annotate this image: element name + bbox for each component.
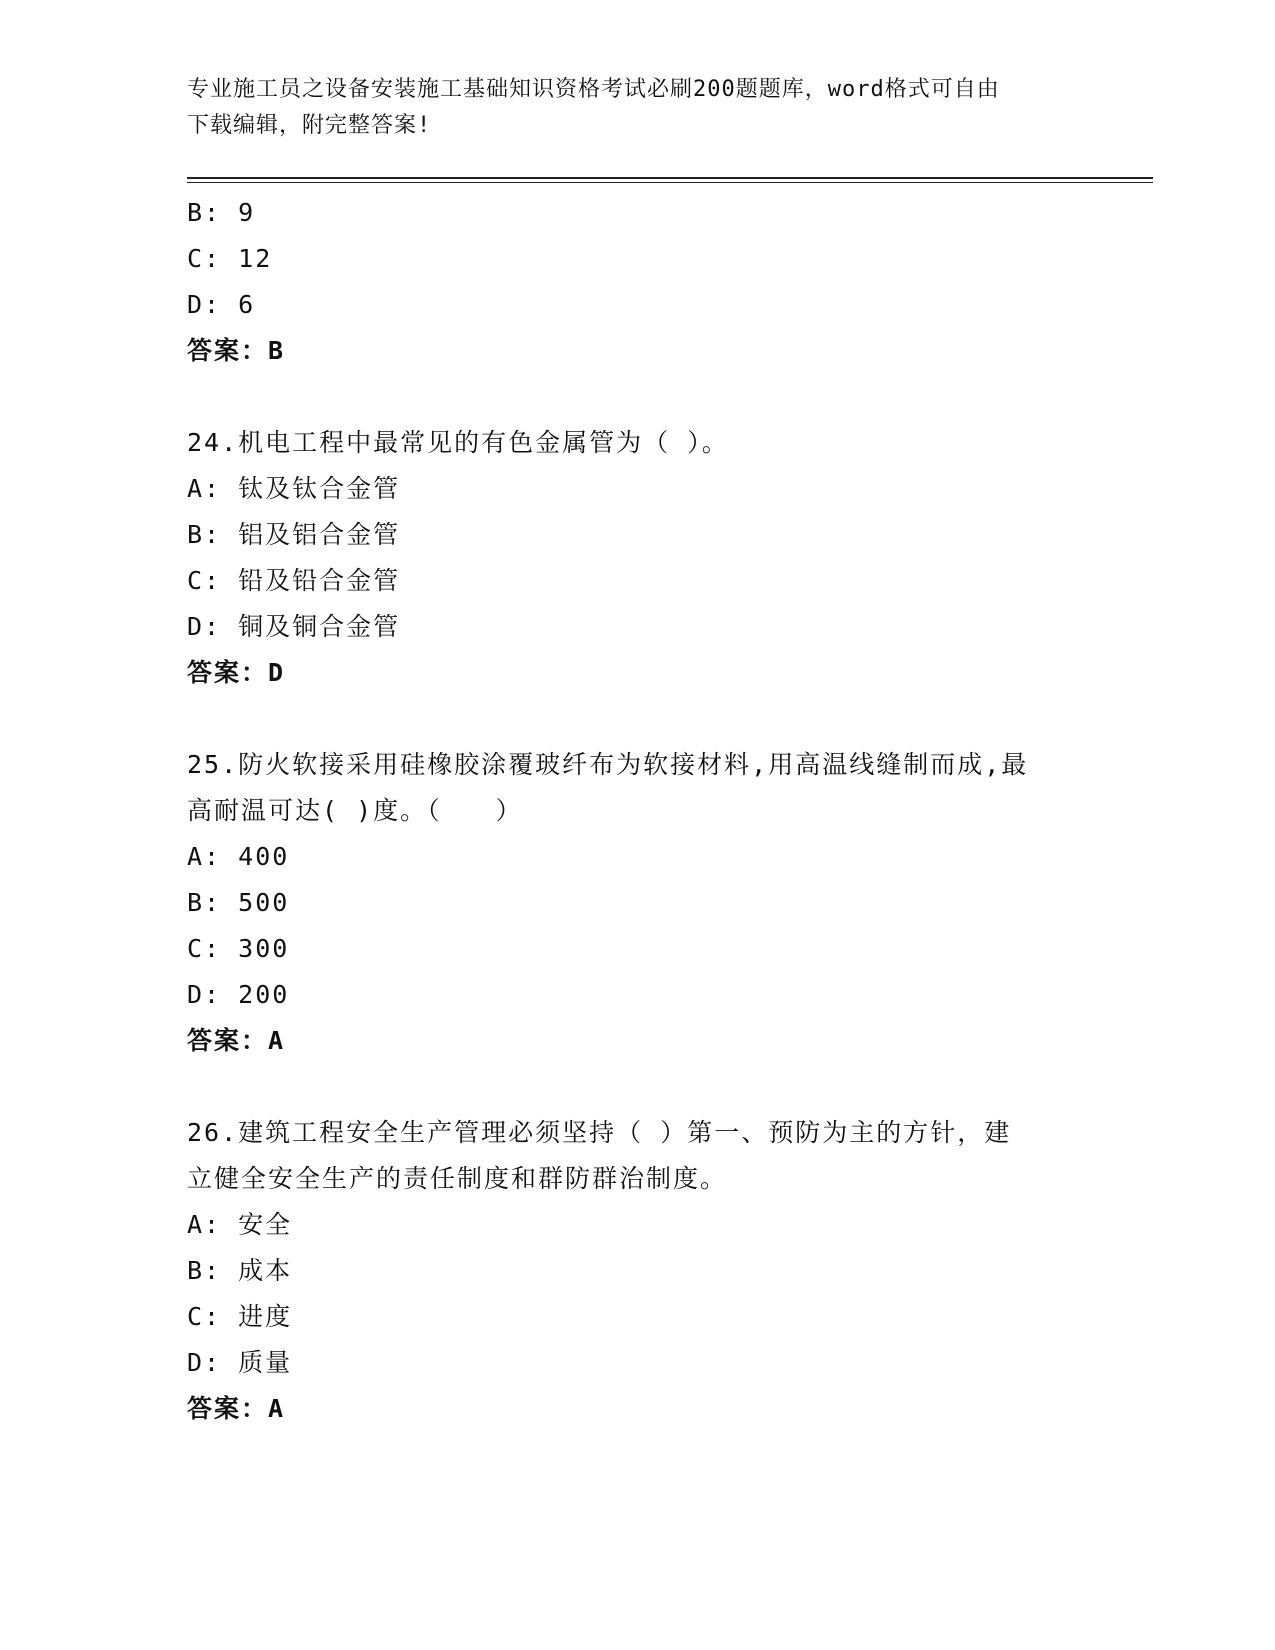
option-c: C: 铅及铅合金管 [187,566,401,595]
document-header [187,72,1087,144]
option-c: C: 进度 [187,1302,293,1331]
question-stem-cont: 高耐温可达( )度。（ ） [187,796,523,825]
option-b: B: 9 [187,198,256,227]
answer-line: 答案：D [187,658,286,687]
question-block-prev [187,190,1087,374]
question-stem: 26.建筑工程安全生产管理必须坚持（ ）第一、预防为主的方针，建 [187,1118,1012,1147]
header-line-2: 下载编辑，附完整答案! [187,113,432,138]
question-block-25 [187,742,1087,1064]
option-a: A: 钛及钛合金管 [187,474,401,503]
header-line-1: 专业施工员之设备安装施工基础知识资格考试必刷200题题库，word格式可自由 [187,77,1000,102]
answer-line: 答案：A [187,1026,286,1055]
option-a: A: 400 [187,842,290,871]
question-block-24 [187,420,1087,696]
option-b: B: 铝及铝合金管 [187,520,401,549]
option-d: D: 6 [187,290,256,319]
question-stem: 24.机电工程中最常见的有色金属管为（ ）。 [187,428,729,457]
option-d: D: 质量 [187,1348,293,1377]
header-rule-thin [187,182,1153,183]
spacer [187,374,1087,420]
option-c: C: 300 [187,934,290,963]
document-body [187,190,1087,1432]
question-block-26 [187,1110,1087,1432]
spacer [187,1064,1087,1110]
option-b: B: 500 [187,888,290,917]
answer-line: 答案：B [187,336,286,365]
spacer [187,696,1087,742]
option-d: D: 铜及铜合金管 [187,612,401,641]
option-b: B: 成本 [187,1256,293,1285]
question-stem: 25.防火软接采用硅橡胶涂覆玻纤布为软接材料,用高温线缝制而成,最 [187,750,1029,779]
option-d: D: 200 [187,980,290,1009]
answer-line: 答案：A [187,1394,286,1423]
header-rule-thick [187,177,1153,179]
option-c: C: 12 [187,244,273,273]
question-stem-cont: 立健全安全生产的责任制度和群防群治制度。 [187,1164,728,1193]
option-a: A: 安全 [187,1210,293,1239]
